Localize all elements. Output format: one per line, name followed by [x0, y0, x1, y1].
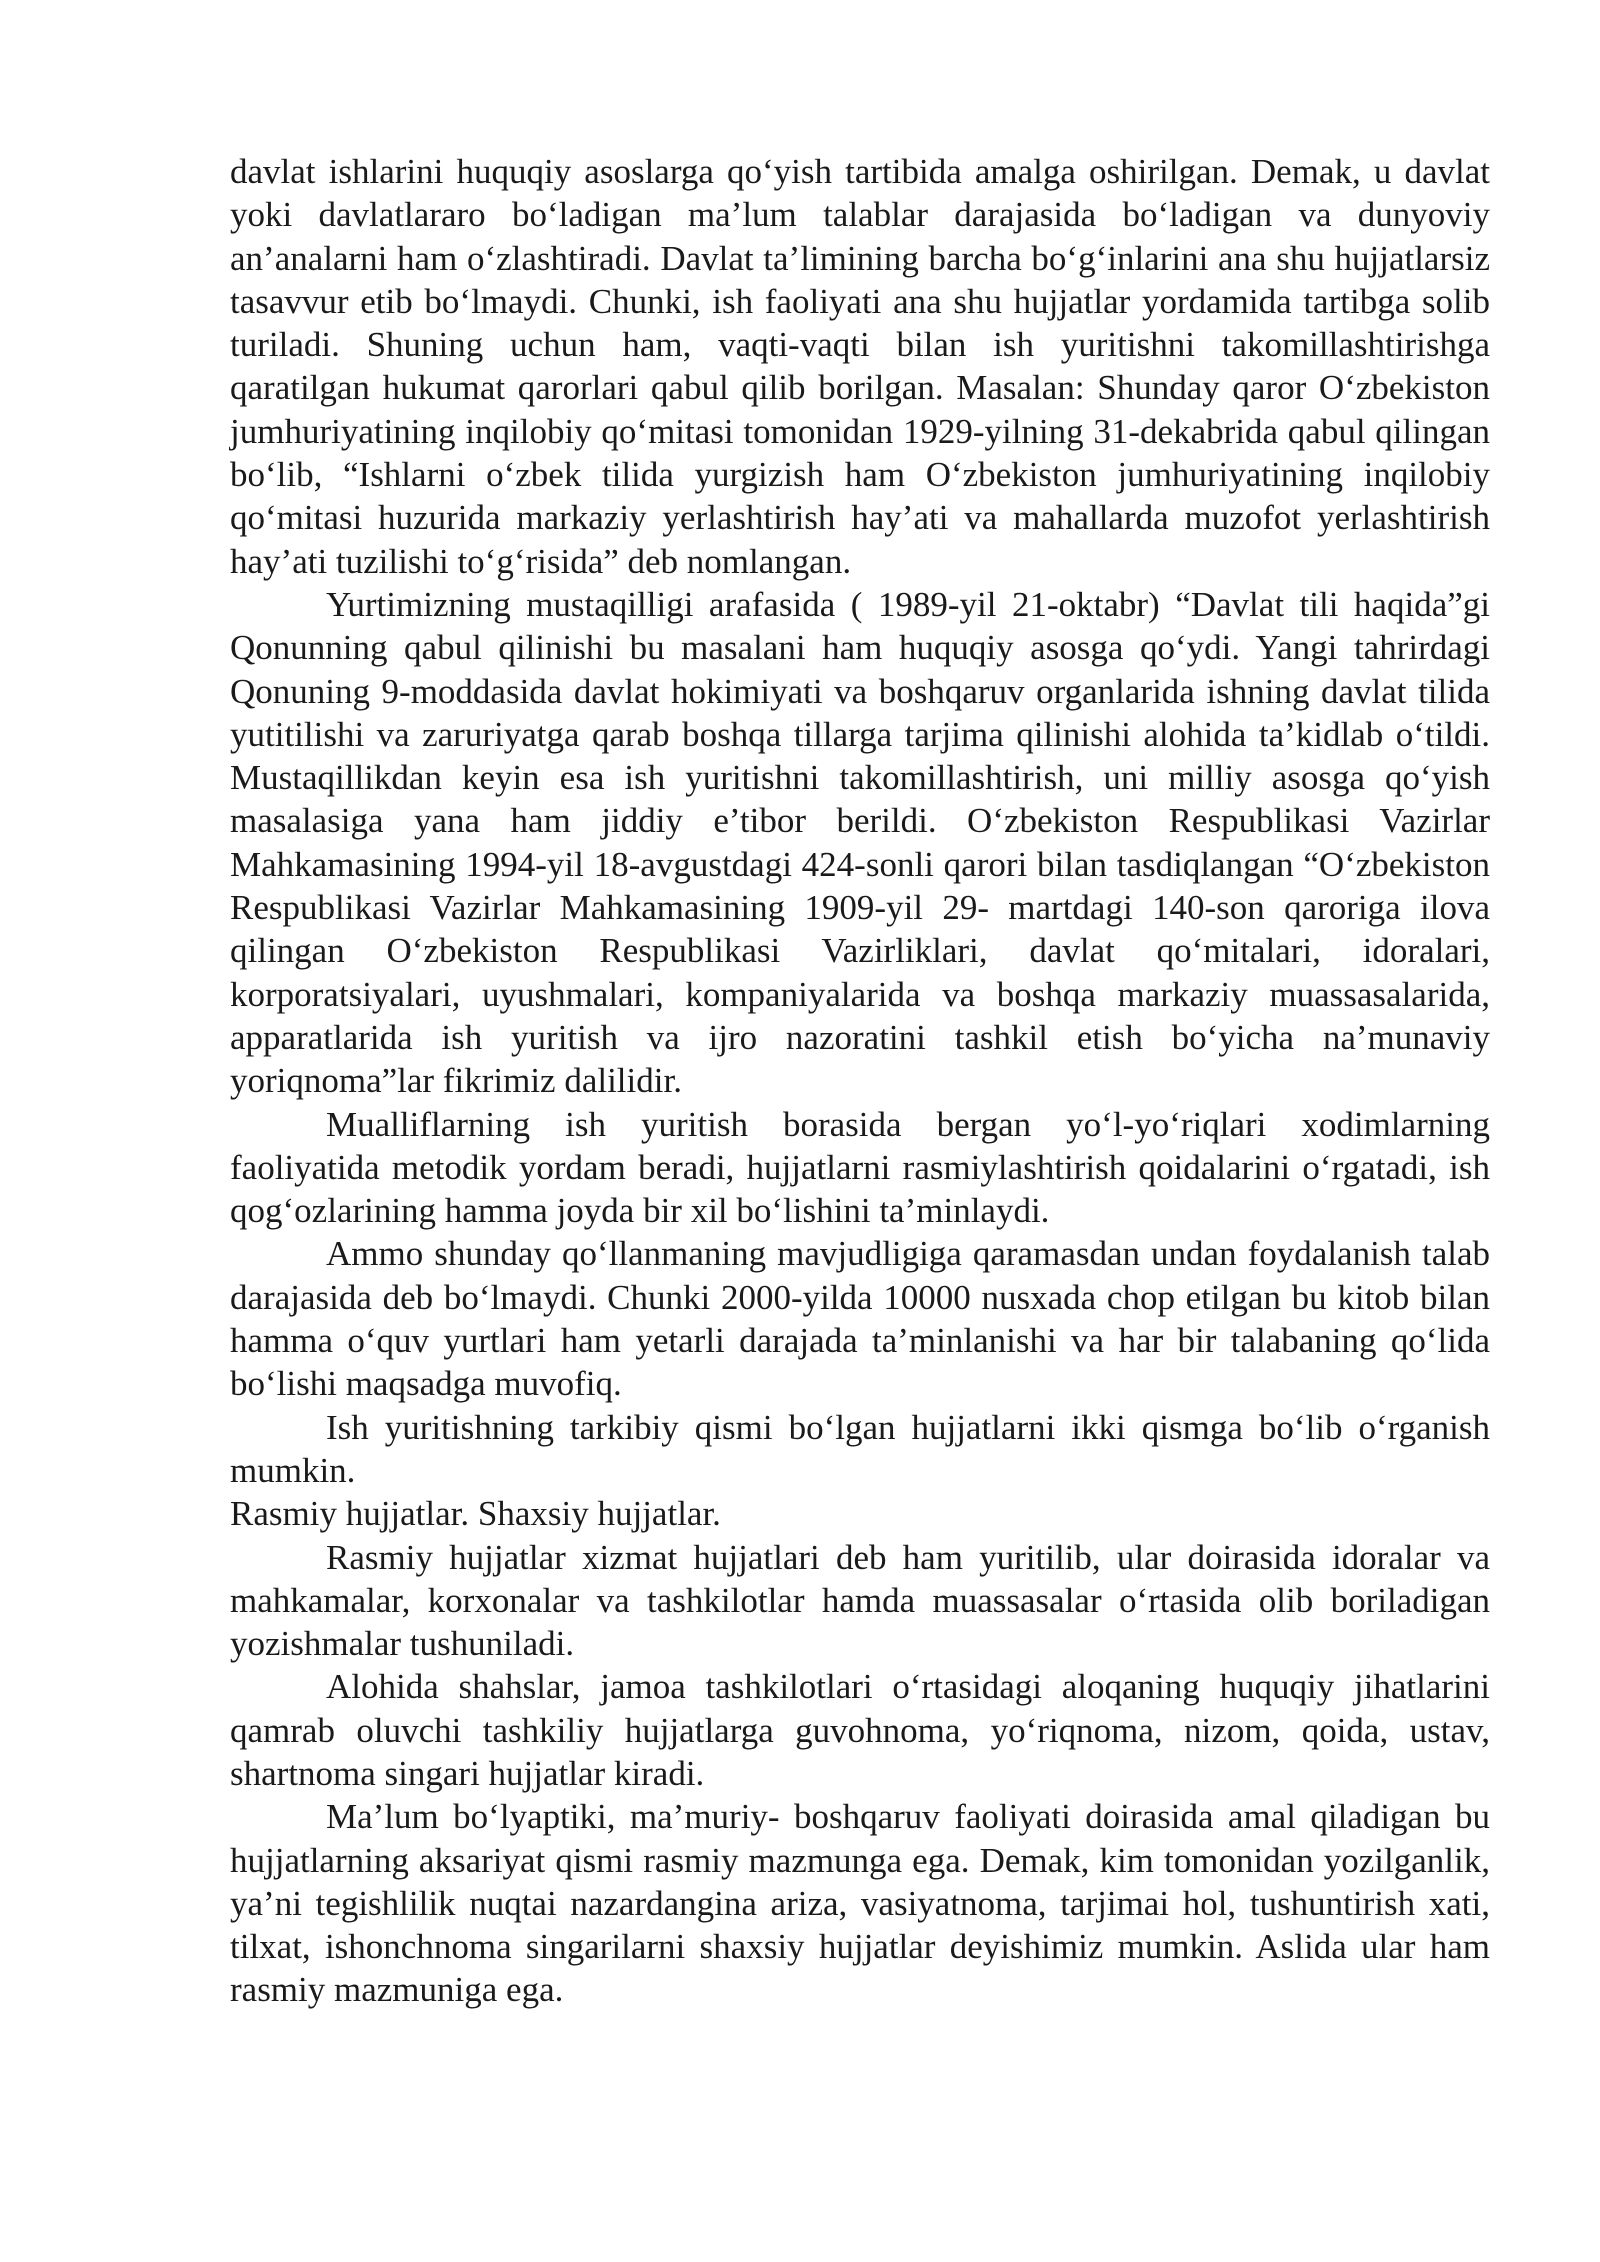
paragraph-2: Yurtimizning mustaqilligi arafasida ( 1989-yil 21-oktabr) “Davlat tili haqida”gi Qonunning qabul qilinishi bu masalani ham huquqiy asosga qo‘ydi. Yangi tahrirdagi Qonuning 9-moddasida davlat hokimiyati va boshqaruv organlarida ishning davlat tilida yutitilishi va zaruriyatga qarab boshqa tillarga tarjima qilinishi alohida ta’kidlab o‘tildi. Mustaqillikdan keyin esa ish yuritishni takomillashtirish, uni milliy asosga qo‘yish masalasiga yana ham jiddiy e’tibor berildi. O‘zbekiston Respublikasi Vazirlar Mahkamasining 1994-yil 18-avgustdagi 424-sonli qarori bilan tasdiqlangan “O‘zbekiston Respublikasi Vazirlar Mahkamasining 1909-yil 29- martdagi 140-son qaroriga ilova qilingan O‘zbekiston Respublikasi Vazirliklari, davlat qo‘mitalari, idoralari, korporatsiyalari, uyushmalari, kompaniyalarida va boshqa markaziy muassasalarida, apparatlarida ish yuritish va ijro nazoratini tashkil etish bo‘yicha na’munaviy yoriqnoma”lar fikrimiz dalilidir.: [230, 584, 1490, 1101]
paragraph-7: Rasmiy hujjatlar xizmat hujjatlari deb ham yuritilib, ular doirasida idoralar va mahkamalar, korxonalar va tashkilotlar hamda muassasalar o‘rtasida olib boriladigan yozishmalar tushuniladi.: [230, 1537, 1490, 1664]
paragraph-6: Rasmiy hujjatlar. Shaxsiy hujjatlar.: [230, 1494, 721, 1534]
paragraph-9: Ma’lum bo‘lyaptiki, ma’muriy- boshqaruv faoliyati doirasida amal qiladigan bu hujjatlarning aksariyat qismi rasmiy mazmunga ega. Demak, kim tomonidan yozilganlik, ya’ni tegishlilik nuqtai nazardangina ariza, vasiyatnoma, tarjimai hol, tushuntirish xati, tilxat, ishonchnoma singarilarni shaxsiy hujjatlar deyishimiz mumkin. Aslida ular ham rasmiy mazmuniga ega.: [230, 1797, 1490, 2010]
paragraph-5: Ish yuritishning tarkibiy qismi bo‘lgan hujjatlarni ikki qismga bo‘lib o‘rganish mumkin.: [230, 1407, 1490, 1490]
paragraph-4: Ammo shunday qo‘llanmaning mavjudligiga qaramasdan undan foydalanish talab darajasida deb bo‘lmaydi. Chunki 2000-yilda 10000 nusxada chop etilgan bu kitob bilan hamma o‘quv yurtlari ham yetarli darajada ta’minlanishi va har bir talabaning qo‘lida bo‘lishi maqsadga muvofiq.: [230, 1234, 1490, 1404]
paragraph-8: Alohida shahslar, jamoa tashkilotlari o‘rtasidagi aloqaning huquqiy jihatlarini qamrab oluvchi tashkiliy hujjatlarga guvohnoma, yo‘riqnoma, nizom, qoida, ustav, shartnoma singari hujjatlar kiradi.: [230, 1667, 1490, 1793]
paragraph-1: davlat ishlarini huquqiy asoslarga qo‘yish tartibida amalga oshirilgan. Demak, u davlat yoki davlatlararo bo‘ladigan ma’lum talablar darajasida bo‘ladigan va dunyoviy an’analarni ham o‘zlashtiradi. Davlat ta’limining barcha bo‘g‘inlarini ana shu hujjatlarsiz tasavvur etib bo‘lmaydi. Chunki, ish faoliyati ana shu hujjatlar yordamida tartibga solib turiladi. Shuning uchun ham, vaqti-vaqti bilan ish yuritishni takomillashtirishga qaratilgan hukumat qarorlari qabul qilib borilgan. Masalan: Shunday qaror O‘zbekiston jumhuriyatining inqilobiy qo‘mitasi tomonidan 1929-yilning 31-dekabrida qabul qilingan bo‘lib, “Ishlarni o‘zbek tilida yurgizish ham O‘zbekiston jumhuriyatining inqilobiy qo‘mitasi huzurida markaziy yerlashtirish hay’ati va mahallarda muzofot yerlashtirish hay’ati tuzilishi to‘g‘risida” deb nomlangan.: [230, 152, 1490, 581]
paragraph-3: Mualliflarning ish yuritish borasida bergan yo‘l-yo‘riqlari xodimlarning faoliyatida metodik yordam beradi, hujjatlarni rasmiylashtirish qoidalarini o‘rgatadi, ish qog‘ozlarining hamma joyda bir xil bo‘lishini ta’minlaydi.: [230, 1104, 1490, 1231]
document-page: [230, 150, 1490, 2012]
